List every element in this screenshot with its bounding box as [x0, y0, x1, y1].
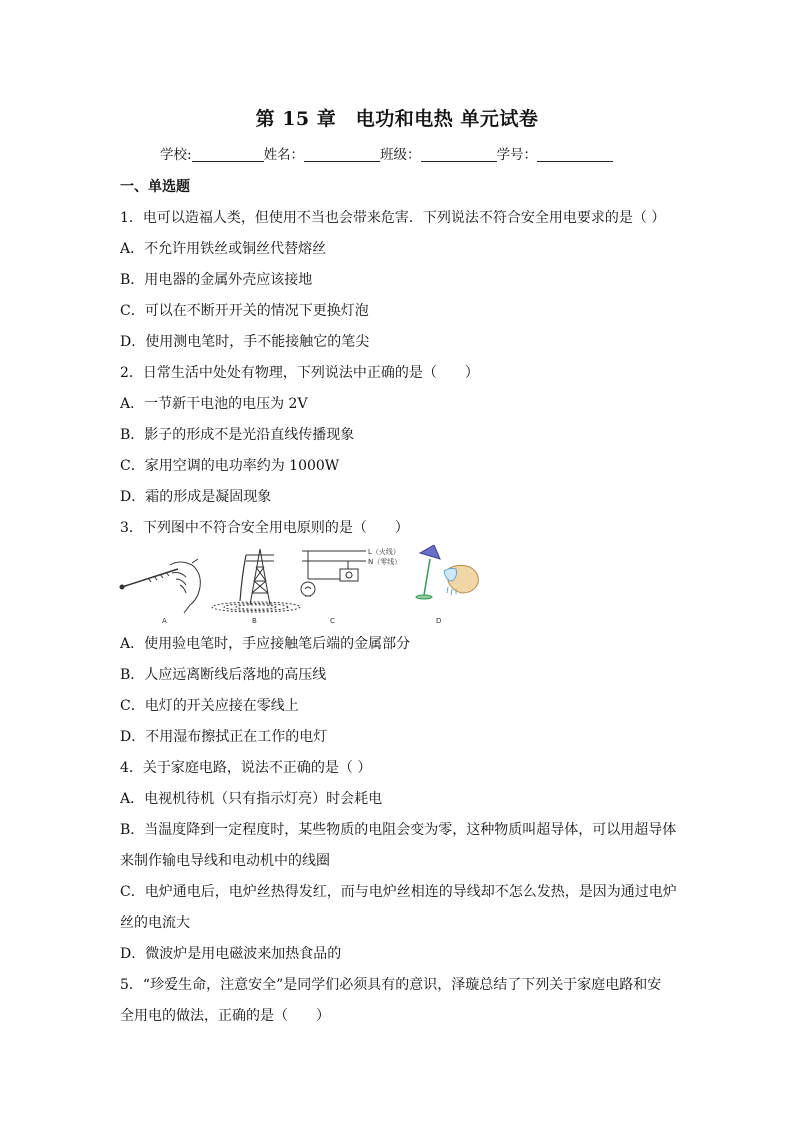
power-tower-drawing	[212, 549, 300, 612]
question-2-option-a: A．一节新干电池的电压为 2V	[120, 396, 308, 412]
question-4-option-c-line-1: C．电炉通电后，电炉丝热得发红，而与电炉丝相连的导线却不怎么发热，是因为通过电炉	[120, 884, 677, 900]
question-3-figure	[118, 545, 488, 627]
live-wire-label: L（火线）	[368, 548, 400, 556]
question-3-option-b: B．人应远离断线后落地的高压线	[120, 667, 327, 683]
question-1-stem: 1．电可以造福人类，但使用不当也会带来危害．下列说法不符合安全用电要求的是（ ）	[120, 210, 666, 226]
question-1-option-d: D．使用测电笔时，手不能接触它的笔尖	[120, 334, 370, 350]
question-3-option-a: A．使用验电笔时，手应接触笔后端的金属部分	[120, 636, 411, 652]
name-label: 姓名：	[263, 147, 305, 163]
question-3-option-c: C．电灯的开关应接在零线上	[120, 698, 299, 714]
student-info-row	[160, 143, 720, 163]
name-blank	[304, 147, 380, 162]
question-3-option-d: D．不用湿布擦拭正在工作的电灯	[120, 729, 328, 745]
figure-caption-d: D	[436, 617, 442, 625]
number-label: 学号：	[496, 147, 538, 163]
school-blank	[192, 147, 264, 162]
question-5-stem-line-1: 5．“珍爱生命，注意安全”是同学们必须具有的意识，泽璇总结了下列关于家庭电路和安	[120, 977, 662, 993]
question-4-option-c-line-2: 丝的电流大	[120, 915, 190, 931]
class-blank	[421, 147, 497, 162]
figure-caption-b: B	[252, 617, 257, 625]
question-3-stem: 3．下列图中不符合安全用电原则的是（ ）	[120, 520, 409, 536]
question-1-option-a: A．不允许用铁丝或铜丝代替熔丝	[120, 241, 327, 257]
figure-caption-c: C	[330, 617, 335, 625]
lamp-and-hand-drawing	[416, 545, 478, 599]
question-4-option-b-line-1: B．当温度降到一定程度时，某些物质的电阻会变为零，这种物质叫超导体，可以用超导体	[120, 822, 677, 838]
question-5-stem-line-2: 全用电的做法，正确的是（ ）	[120, 1008, 330, 1024]
question-2-option-b: B．影子的形成不是光沿直线传播现象	[120, 427, 355, 443]
question-1-option-b: B．用电器的金属外壳应该接地	[120, 272, 313, 288]
question-4-option-d: D．微波炉是用电磁波来加热食品的	[120, 946, 342, 962]
test-pen-hand-drawing	[120, 559, 200, 613]
question-2-option-d: D．霜的形成是凝固现象	[120, 489, 272, 505]
question-4-option-b-line-2: 来制作输电导线和电动机中的线圈	[120, 853, 330, 869]
neutral-wire-label: N（零线）	[368, 558, 402, 566]
page-title: 第 15 章 电功和电热 单元试卷	[255, 108, 539, 130]
question-4-option-a: A．电视机待机（只有指示灯亮）时会耗电	[120, 791, 383, 807]
question-2-option-c: C．家用空调的电功率约为 1000W	[120, 458, 340, 474]
number-blank	[537, 147, 613, 162]
question-2-stem: 2．日常生活中处处有物理，下列说法中正确的是（ ）	[120, 365, 479, 381]
circuit-diagram	[301, 551, 366, 596]
question-4-stem: 4．关于家庭电路，说法不正确的是（ ）	[120, 760, 372, 776]
school-label: 学校:	[160, 147, 192, 163]
class-label: 班级：	[380, 147, 421, 163]
figure-caption-a: A	[162, 617, 167, 625]
section-heading: 一、单选题	[120, 179, 190, 195]
question-1-option-c: C．可以在不断开开关的情况下更换灯泡	[120, 303, 369, 319]
